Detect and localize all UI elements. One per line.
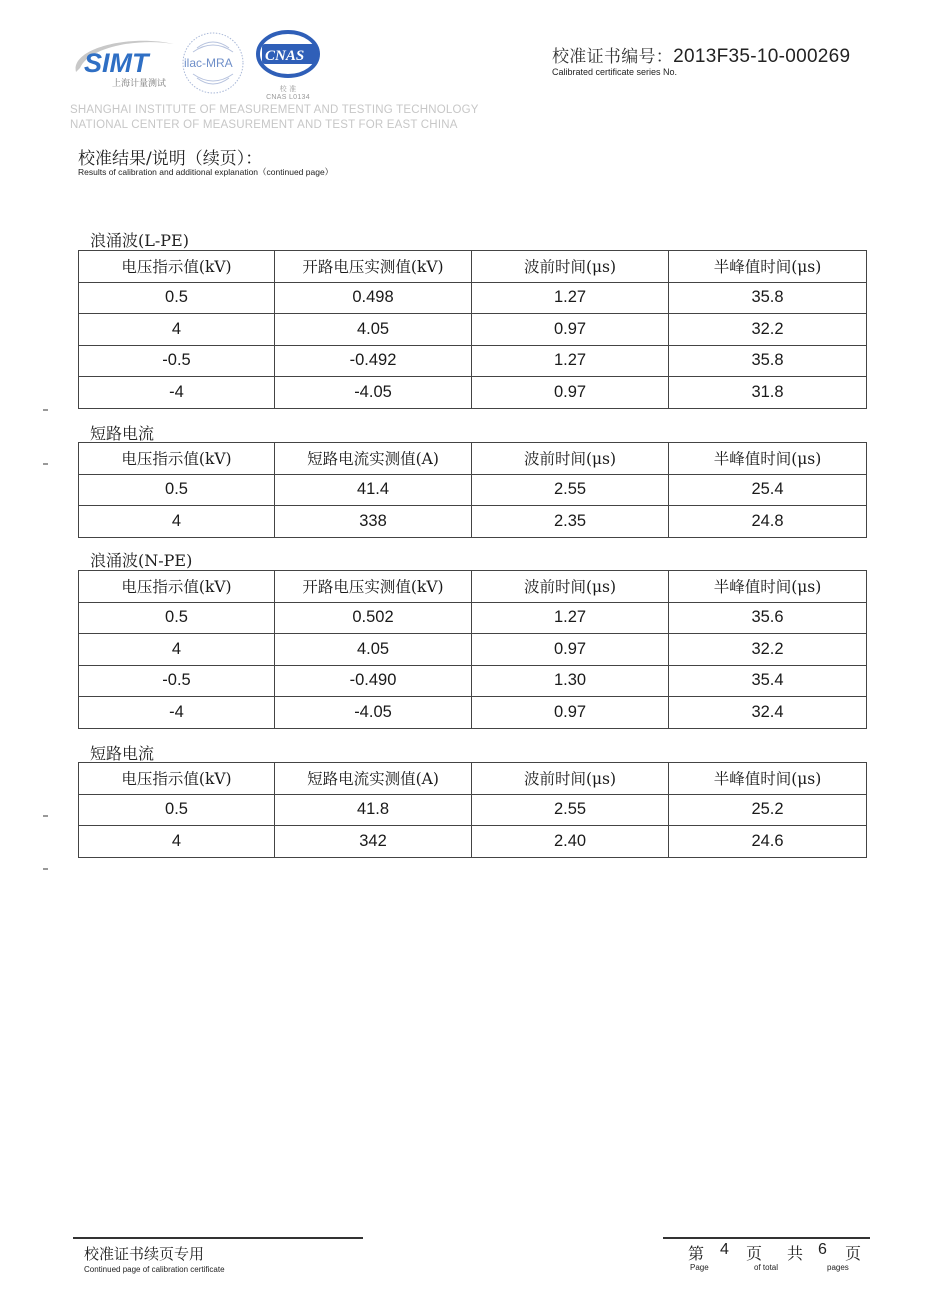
certificate-number-label: 校准证书编号： xyxy=(552,47,674,67)
group-label-short-circuit-2: 短路电流 xyxy=(90,744,155,763)
table-row: -0.5 -0.492 1.27 35.8 xyxy=(79,345,867,377)
of-total-label-en: of total xyxy=(754,1263,779,1272)
svg-text:CNAS: CNAS xyxy=(265,48,305,64)
footer-title: 校准证书续页专用 xyxy=(84,1245,205,1263)
table-surge-l-pe xyxy=(78,250,867,409)
svg-text:上海计量测试: 上海计量测试 xyxy=(112,79,167,89)
footer-divider-right xyxy=(663,1237,870,1239)
section-subtitle: Results of calibration and additional explanation（continued page） xyxy=(78,167,334,177)
page-label-en: Page xyxy=(690,1263,709,1272)
certificate-number xyxy=(552,42,850,68)
header-voltage-indicated: 电压指示值(kV) xyxy=(79,443,275,475)
group-label-short-circuit-1: 短路电流 xyxy=(90,424,155,443)
scan-mark xyxy=(43,868,48,870)
header-voltage-indicated: 电压指示值(kV) xyxy=(79,763,275,795)
svg-text:SIMT: SIMT xyxy=(84,48,149,78)
header-short-circuit-current: 短路电流实测值(A) xyxy=(275,763,472,795)
svg-text:ilac-MRA: ilac-MRA xyxy=(184,56,233,70)
table-row: 0.5 0.498 1.27 35.8 xyxy=(79,282,867,314)
header-half-peak-time: 半峰值时间(μs) xyxy=(669,443,867,475)
header-half-peak-time: 半峰值时间(μs) xyxy=(669,571,867,603)
page-total: 6 xyxy=(818,1241,827,1258)
ilac-mra-logo xyxy=(180,30,246,96)
cnas-accreditation-code: 校 准 CNAS L0134 xyxy=(266,86,310,101)
institute-name-line2: NATIONAL CENTER OF MEASUREMENT AND TEST FOR EAST CHINA xyxy=(70,119,458,131)
header-short-circuit-current: 短路电流实测值(A) xyxy=(275,443,472,475)
header-front-time: 波前时间(μs) xyxy=(472,251,669,283)
institute-name-line1: SHANGHAI INSTITUTE OF MEASUREMENT AND TESTING TECHNOLOGY xyxy=(70,104,479,116)
table-header-row xyxy=(79,443,867,475)
table-short-circuit-1 xyxy=(78,442,867,538)
section-title: 校准结果/说明（续页）： xyxy=(78,149,263,169)
header-front-time: 波前时间(μs) xyxy=(472,443,669,475)
scan-mark xyxy=(43,409,48,411)
header-open-circuit-voltage: 开路电压实测值(kV) xyxy=(275,251,472,283)
header-half-peak-time: 半峰值时间(μs) xyxy=(669,763,867,795)
table-row: -4 -4.05 0.97 32.4 xyxy=(79,697,867,729)
table-row: 4 338 2.35 24.8 xyxy=(79,506,867,538)
table-header-row xyxy=(79,571,867,603)
header-front-time: 波前时间(μs) xyxy=(472,571,669,603)
total-prefix: 共 xyxy=(787,1244,804,1263)
table-row: 4 4.05 0.97 32.2 xyxy=(79,634,867,666)
scan-mark xyxy=(43,463,48,465)
table-row: 0.5 41.8 2.55 25.2 xyxy=(79,794,867,826)
cnas-logo xyxy=(254,30,324,92)
simt-logo xyxy=(70,28,178,90)
footer-divider-left xyxy=(73,1237,363,1239)
table-row: 4 342 2.40 24.6 xyxy=(79,826,867,858)
group-label-surge-n-pe: 浪涌波(N-PE) xyxy=(90,551,193,570)
header-open-circuit-voltage: 开路电压实测值(kV) xyxy=(275,571,472,603)
table-row: -0.5 -0.490 1.30 35.4 xyxy=(79,665,867,697)
table-header-row xyxy=(79,763,867,795)
certificate-number-label-en: Calibrated certificate series No. xyxy=(552,67,678,77)
page-current: 4 xyxy=(720,1241,729,1258)
table-short-circuit-2 xyxy=(78,762,867,858)
certificate-number-value: 2013F35-10-000269 xyxy=(673,46,851,67)
table-header-row xyxy=(79,251,867,283)
scan-mark xyxy=(43,815,48,817)
header-voltage-indicated: 电压指示值(kV) xyxy=(79,571,275,603)
footer-subtitle: Continued page of calibration certificate xyxy=(84,1265,225,1274)
page-mid: 页 xyxy=(746,1244,763,1263)
table-row: 4 4.05 0.97 32.2 xyxy=(79,314,867,346)
group-label-surge-l-pe: 浪涌波(L-PE) xyxy=(90,231,189,250)
table-surge-n-pe xyxy=(78,570,867,729)
page-prefix: 第 xyxy=(688,1244,705,1263)
table-row: -4 -4.05 0.97 31.8 xyxy=(79,377,867,409)
table-row: 0.5 41.4 2.55 25.4 xyxy=(79,474,867,506)
page-suffix: 页 xyxy=(845,1244,862,1263)
header-voltage-indicated: 电压指示值(kV) xyxy=(79,251,275,283)
header-half-peak-time: 半峰值时间(μs) xyxy=(669,251,867,283)
table-row: 0.5 0.502 1.27 35.6 xyxy=(79,602,867,634)
pages-label-en: pages xyxy=(827,1263,849,1272)
header-front-time: 波前时间(μs) xyxy=(472,763,669,795)
